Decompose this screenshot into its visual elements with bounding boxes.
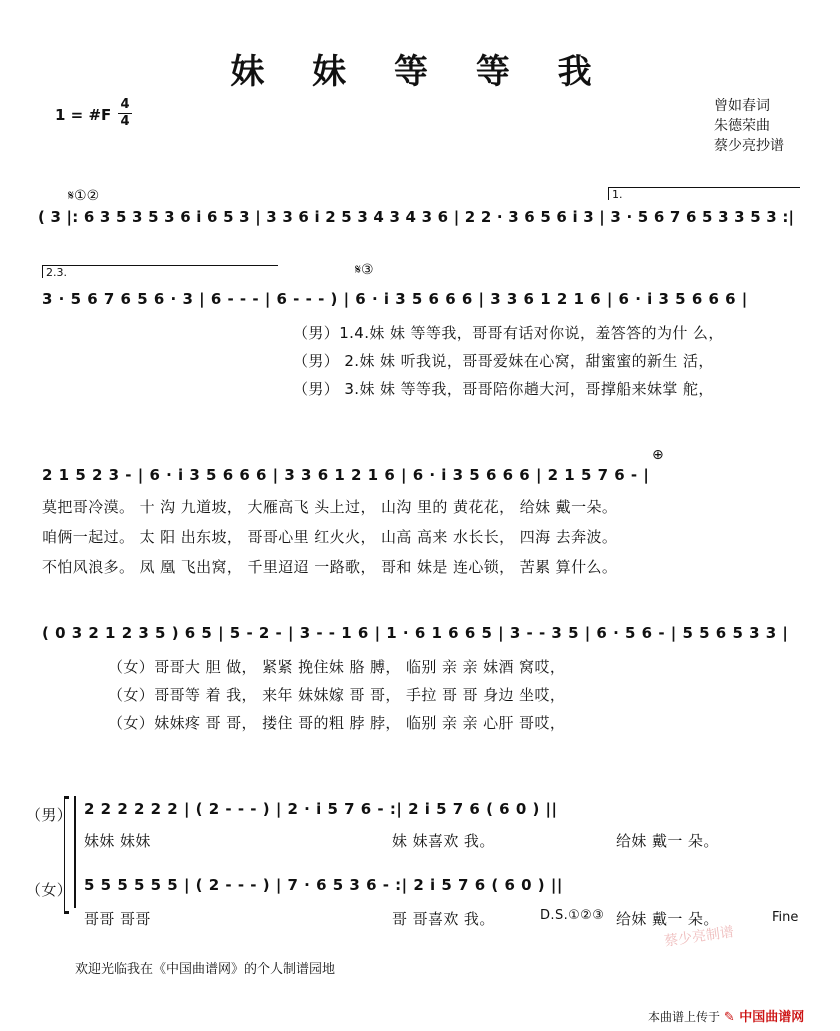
- page-title: 妹 妹 等 等 我: [230, 52, 610, 92]
- logo-icon: ✎: [723, 1010, 735, 1025]
- composer: 朱德荣曲: [714, 118, 770, 134]
- lyric-line-3-2: 咱俩一起过。 太 阳 出东坡， 哥哥心里 红火火， 山高 高来 水长长， 四海 去奔波。: [42, 528, 618, 546]
- lyric-male-b: 妹 妹喜欢 我。: [392, 832, 495, 850]
- upload-credit: [648, 1006, 804, 1025]
- notation-line-2: 3 · 5 6 7 6 5 6 · 3 | 6 - - - | 6 - - - ) | 6 · i 3 5 6 6 6 | 3 3 6 1 2 1 6 | 6 · i 3 5 6 6 6 |: [42, 290, 748, 308]
- upload-credit-text: 本曲谱上传于: [648, 1010, 721, 1024]
- credits: [714, 96, 784, 156]
- notation-line-4: ( 0 3 2 1 2 3 5 ) 6 5 | 5 - 2 - | 3 - - 1 6 | 1 · 6 1 6 6 5 | 3 - - 3 5 | 6 · 5 6 - | 5 5 6 5 3 3 |: [42, 624, 789, 642]
- transcriber: 蔡少亮抄谱: [714, 138, 784, 154]
- notation-line-1: ( 3 |: 6 3 5 3 5 3 6 i 6 5 3 | 3 3 6 i 2 5 3 4 3 4 3 6 | 2 2 · 3 6 5 6 i 3 | 3 · 5 6 7 6 5 3 3 5 3 :|: [38, 208, 795, 226]
- meter-top: 4: [120, 97, 130, 112]
- volta-second: 2.3.: [42, 265, 278, 278]
- lyric-line-4-2: （女）哥哥等 着 我， 来年 妹妹嫁 哥 哥， 手拉 哥 哥 身边 坐哎，: [108, 686, 566, 704]
- logo-text: 中国曲谱网: [739, 1010, 805, 1025]
- lyric-male-c: 给妹 戴一 朵。: [616, 832, 719, 850]
- footer-welcome: 欢迎光临我在《中国曲谱网》的个人制谱园地: [75, 962, 336, 977]
- notation-line-3: 2 1 5 2 3 - | 6 · i 3 5 6 6 6 | 3 3 6 1 2 1 6 | 6 · i 3 5 6 6 6 | 2 1 5 7 6 - |: [42, 466, 650, 484]
- lyric-male-a: 妹妹 妹妹: [84, 832, 151, 850]
- lyric-line-3-1: 莫把哥冷漠。 十 沟 九道坡， 大雁高飞 头上过， 山沟 里的 黄花花， 给妹 戴一朵。: [42, 498, 618, 516]
- lyric-verse-2: （男） 2.妹 妹 听我说，哥哥爱妹在心窝，甜蜜蜜的新生 活，: [293, 352, 714, 370]
- lyric-line-3-3: 不怕风浪多。 凤 凰 飞出窝， 千里迢迢 一路歌， 哥和 妹是 连心锁， 苦累 算什么。: [42, 558, 618, 576]
- lyric-verse-1: （男）1.4.妹 妹 等等我，哥哥有话对你说，羞答答的为什 么，: [293, 324, 724, 342]
- segno-mark-1: 𝄋①②: [68, 188, 100, 204]
- volta-first: 1.: [608, 187, 800, 200]
- key-signature: 1 = #F: [55, 106, 112, 124]
- lyric-female-c: 给妹 戴一 朵。: [616, 910, 719, 928]
- coda-mark: ⊕: [652, 447, 664, 463]
- time-signature: [118, 98, 132, 129]
- fine-mark: Fine: [772, 910, 799, 925]
- notation-male: 2 2 2 2 2 2 | ( 2 - - - ) | 2 · i 5 7 6 - :| 2 i 5 7 6 ( 6 0 ) ||: [84, 800, 558, 818]
- segno-mark-2: 𝄋③: [355, 262, 374, 278]
- part-label-female: （女）: [26, 881, 73, 899]
- lyric-female-a: 哥哥 哥哥: [84, 910, 151, 928]
- lyricist: 曾如春词: [714, 98, 770, 114]
- lyric-line-4-3: （女）妹妹疼 哥 哥， 搂住 哥的粗 脖 脖， 临别 亲 亲 心肝 哥哎，: [108, 714, 566, 732]
- part-label-male: （男）: [26, 806, 73, 824]
- site-logo[interactable]: [724, 1010, 804, 1025]
- lyric-verse-3: （男） 3.妹 妹 等等我，哥哥陪你趟大河，哥撑船来妹掌 舵，: [293, 380, 714, 398]
- meter-bottom: 4: [120, 114, 130, 129]
- system-barline: [74, 796, 76, 908]
- lyric-line-4-1: （女）哥哥大 胆 做， 紧紧 挽住妹 胳 膊， 临别 亲 亲 妹酒 窝哎，: [108, 658, 566, 676]
- notation-female: 5 5 5 5 5 5 | ( 2 - - - ) | 7 · 6 5 3 6 - :| 2 i 5 7 6 ( 6 0 ) ||: [84, 876, 563, 894]
- lyric-female-b: 哥 哥喜欢 我。: [392, 910, 495, 928]
- dal-segno-mark: D.S.①②③: [540, 908, 605, 923]
- watermark: 蔡少亮制谱: [663, 924, 735, 950]
